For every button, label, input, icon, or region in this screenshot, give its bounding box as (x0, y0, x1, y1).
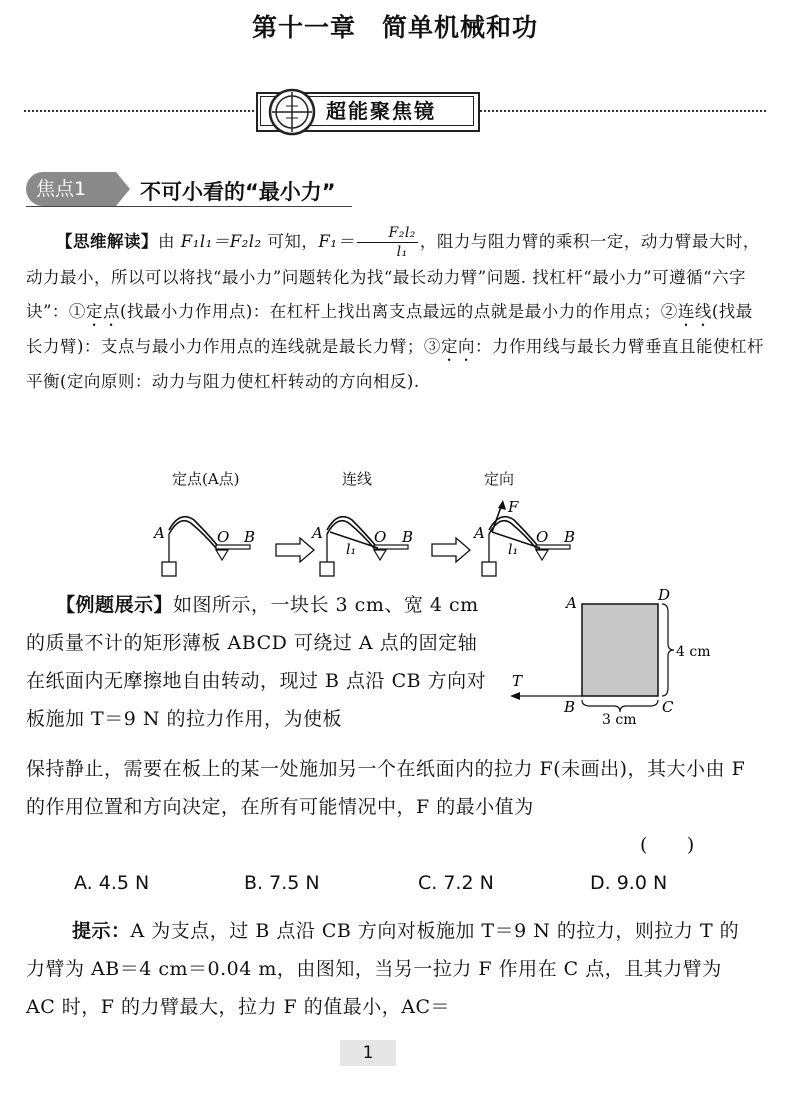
thinking-text-2: 可知， (267, 232, 319, 251)
label-B-2: B (402, 528, 414, 546)
label-A-2: A (312, 524, 323, 542)
step-arrow-1 (276, 538, 314, 562)
lever-diagram-2 (320, 517, 408, 576)
keyword-fix-point: 定点 (85, 302, 120, 321)
label-A-3: A (474, 524, 485, 542)
label-l1-2: l₁ (346, 542, 357, 558)
example-continuation (26, 750, 756, 826)
option-d[interactable]: D. 9.0 N (590, 872, 668, 894)
thinking-text-3: ，阻力与阻力臂的乘积一定，动力臂最大时，动力最小，所以可以将找“最小力”问题转化为找“最长动力臂”问题. 找杠杆“最小力”可遵循“六字诀”：① (26, 232, 760, 321)
fig-label-C: C (662, 698, 674, 716)
lever-steps-diagram (140, 490, 600, 582)
label-F-3: F (508, 498, 519, 516)
banner-label: 超能聚焦镜 (326, 99, 436, 123)
thinking-text-6: ：力作用线与最长力臂垂直且能使杠杆平衡(定向原则：动力与阻力使杠杆转动的方向相反). (26, 337, 764, 391)
lever-diagram-3 (482, 500, 570, 576)
formula-lever: F₁l₁＝F₂l₂ (180, 232, 262, 251)
label-B-3: B (564, 528, 576, 546)
focus-tag-arrow (116, 172, 130, 206)
thinking-paragraph (26, 224, 766, 399)
focus-underline (26, 206, 352, 207)
thinking-text-1: 由 (158, 232, 175, 251)
label-l1-3: l₁ (508, 542, 519, 558)
example-cont-text: 保持静止，需要在板上的某一处施加另一个在纸面内的拉力 F(未画出)，其大小由 F 的作用位置和方向决定，在所有可能情况中，F 的最小值为 (26, 758, 746, 818)
crosshair-lens-icon (264, 86, 320, 138)
thinking-text-5: (找最长力臂)：支点与最小力作用点的连线就是最长力臂；③ (26, 302, 753, 356)
fig-width-label: 3 cm (602, 712, 637, 728)
keyword-direction: 定向 (440, 337, 475, 356)
label-A-1: A (154, 524, 165, 542)
hint-label: 提示： (72, 920, 131, 942)
example-text: 如图所示，一块长 3 cm、宽 4 cm 的质量不计的矩形薄板 ABCD 可绕过 A 点的固定轴在纸面内无摩擦地自由转动，现过 B 点沿 CB 方向对板施加 T＝9 N 的拉力作用，为使板 (26, 594, 487, 730)
fig-label-D: D (658, 588, 671, 604)
option-b[interactable]: B. 7.5 N (244, 872, 320, 894)
keyword-connect: 连线 (677, 302, 712, 321)
formula-f1: F₁＝ (318, 232, 355, 251)
banner (256, 92, 480, 132)
step-label-fix-point: 定点(A点) (172, 470, 240, 488)
hint-text: A 为支点，过 B 点沿 CB 方向对板施加 T＝9 N 的拉力，则拉力 T 的力臂为 AB＝4 cm＝0.04 m，由图知，当另一拉力 F 作用在 C 点，且其力臂为 AC 时，F 的力臂最大，拉力 F 的值最小，AC＝ (26, 920, 740, 1018)
chapter-title: 第十一章 简单机械和功 (251, 13, 538, 42)
fig-label-T: T (512, 672, 523, 690)
label-O-3: O (536, 528, 549, 546)
page-number: 1 (340, 1040, 396, 1066)
thinking-label: 【思维解读】 (56, 232, 158, 251)
step-label-direction: 定向 (484, 470, 515, 488)
step-arrow-2 (432, 538, 470, 562)
fig-label-A: A (566, 594, 577, 612)
fraction-denominator: l₁ (396, 244, 408, 260)
answer-parentheses: ( ) (640, 834, 695, 856)
rectangle-board-figure (506, 588, 726, 728)
option-c[interactable]: C. 7.2 N (418, 872, 494, 894)
hint-paragraph (26, 912, 756, 1026)
label-O-2: O (374, 528, 387, 546)
example-label: 【例题展示】 (56, 594, 174, 616)
option-a[interactable]: A. 4.5 N (74, 872, 150, 894)
lever-diagram-1 (162, 517, 250, 576)
label-O-1: O (217, 528, 230, 546)
label-B-1: B (244, 528, 256, 546)
thinking-text-4: (找最小力作用点)：在杠杆上找出离支点最远的点就是最小力的作用点；② (119, 302, 678, 321)
focus-title: 不可小看的“最小力” (140, 180, 336, 204)
formula-fraction (357, 224, 418, 261)
fig-height-label: 4 cm (676, 644, 711, 660)
focus-tag: 焦点1 (26, 172, 116, 206)
example-paragraph (26, 586, 494, 738)
fig-label-B: B (564, 698, 576, 716)
board-abcd (582, 604, 658, 696)
fraction-numerator: F₂l₂ (357, 224, 418, 243)
step-label-connect: 连线 (342, 470, 373, 488)
